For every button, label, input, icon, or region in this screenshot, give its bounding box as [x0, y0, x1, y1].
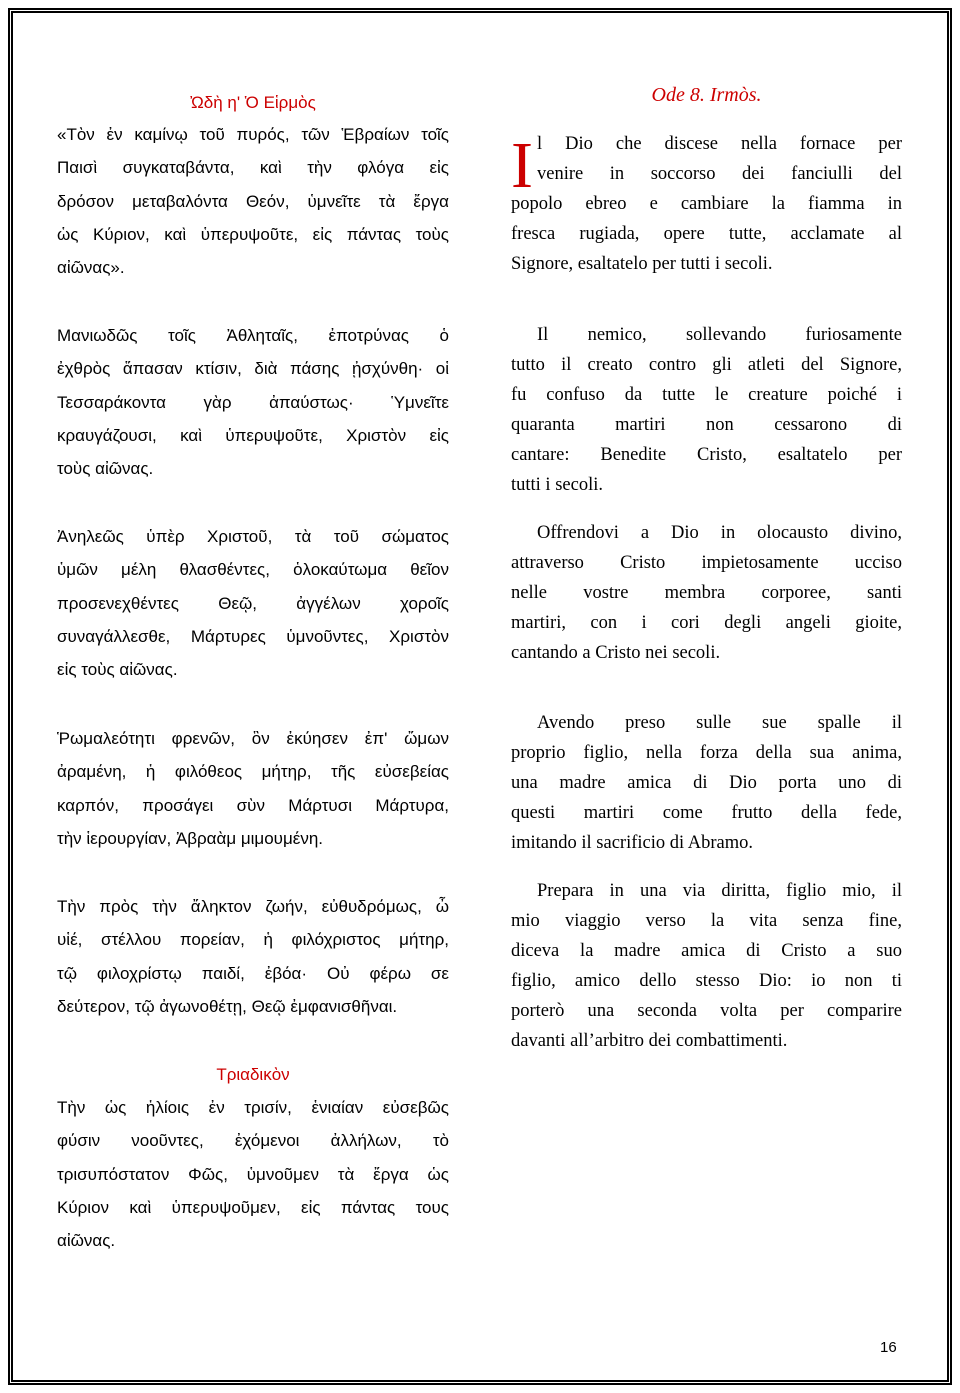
italian-troparion-line: diceva la madre amica di Cristo a suo [511, 941, 902, 961]
greek-troparion-line: Μανιωδῶς τοῖς Ἀθληταῖς, ἐποτρύνας ὁ [57, 326, 449, 345]
greek-irmos-line: Παισὶ συγκαταβάντα, καὶ τὴν φλόγα εἰς [57, 158, 449, 178]
italian-irmos-line: venire in soccorso dei fanciulli del [537, 164, 902, 184]
italian-irmos-line: Signore, esaltatelo per tutti i secoli. [511, 254, 773, 274]
greek-ode-heading: Ὠδὴ η' Ὁ Εἱρμὸς [190, 93, 316, 112]
italian-troparion-line: attraverso Cristo impietosamente ucciso [511, 553, 902, 573]
greek-troparion-line: υἱέ, στέλλου πορείαν, ἡ φιλόχριστος μήτηρ, [57, 930, 449, 950]
greek-troparion-line: κραυγάζουσι, καὶ ὑπερυψοῦτε, Χριστὸν εἰς [57, 425, 449, 445]
greek-triadikon-line: Κύριον καὶ ὑπερυψοῦμεν, εἰς πάντας τους [57, 1197, 449, 1217]
greek-irmos-line: αἰῶνας». [57, 258, 125, 278]
greek-troparion-line: τῷ φιλοχρίστῳ παιδί, ἐβόα· Οὐ φέρω σε [57, 963, 449, 983]
greek-triadikon-line: Τὴν ὡς ἡλίοις ἐν τρισίν, ἑνιαίαν εὐσεβῶς [57, 1098, 449, 1117]
greek-irmos-line: ὡς Κύριον, καὶ ὑπερυψοῦτε, εἰς πάντας τοὺς [57, 224, 449, 244]
greek-troparion-line: προσενεχθέντες Θεῷ, ἀγγέλων χοροῖς [57, 593, 449, 613]
italian-troparion-3 [511, 708, 902, 858]
greek-troparion-line: Τὴν πρὸς τὴν ἄληκτον ζωήν, εὐθυδρόμως, ὦ [57, 897, 449, 916]
italian-troparion-line: tutto il creato contro gli atleti del Signore, [511, 355, 902, 375]
page-number: 16 [880, 1339, 897, 1356]
greek-troparion-line: τοὺς αἰῶνας. [57, 459, 154, 479]
italian-troparion-line: davanti all’arbitro dei combattimenti. [511, 1031, 788, 1051]
italian-troparion-4 [511, 876, 902, 1056]
italian-irmos-line: popolo ebreo e cambiare la fiamma in [511, 194, 902, 214]
italian-troparion-line: Avendo preso sulle sue spalle il [537, 713, 902, 733]
italian-troparion-line: imitando il sacrificio di Abramo. [511, 833, 753, 853]
greek-irmos-line: δρόσον μεταβαλόντα Θεόν, ὑμνεῖτε τὰ ἔργα [57, 191, 449, 211]
greek-troparion-2 [57, 520, 449, 686]
drop-cap: I [511, 129, 533, 202]
greek-troparion-line: Ῥωμαλεότητι φρενῶν, ὃν ἐκύησεν ἐπ' ὤμων [57, 729, 449, 748]
italian-troparion-line: cantando a Cristo nei secoli. [511, 643, 721, 663]
italian-troparion-line: nelle vostre membra corporee, santi [511, 583, 902, 603]
greek-troparion-4 [57, 890, 449, 1023]
italian-troparion-line: Il nemico, sollevando furiosamente [537, 325, 902, 345]
greek-troparion-line: Ἀνηλεῶς ὑπὲρ Χριστοῦ, τὰ τοῦ σώματος [57, 527, 449, 546]
greek-triadikon-line: αἰῶνας. [57, 1231, 116, 1251]
greek-troparion-line: Τεσσαράκοντα γὰρ ἀπαύστως· Ὑμνεῖτε [57, 392, 449, 412]
italian-troparion-line: tutti i secoli. [511, 475, 603, 495]
greek-triadikon-line: φύσιν νοοῦντες, ἐχόμενοι ἀλλήλων, τὸ [57, 1131, 449, 1151]
italian-troparion-line: Offrendovi a Dio in olocausto divino, [537, 523, 902, 543]
greek-troparion-line: καρπόν, προσάγει σὺν Μάρτυσι Μάρτυρα, [57, 795, 449, 815]
italian-troparion-line: mio viaggio verso la vita senza fine, [511, 911, 902, 931]
italian-troparion-line: cantare: Benedite Cristo, esaltatelo per [511, 445, 902, 465]
greek-triadikon [57, 1091, 449, 1257]
italian-troparion-line: quaranta martiri non cessarono di [511, 415, 902, 435]
italian-troparion-line: fu confuso da tutte le creature poiché i [511, 385, 902, 405]
greek-irmos [57, 118, 449, 284]
greek-irmos-line: «Τὸν ἐν καμίνῳ τοῦ πυρός, τῶν Ἑβραίων τοῖς [57, 125, 449, 144]
italian-troparion-line: porterò una seconda volta per comparire [511, 1001, 902, 1021]
greek-troparion-1 [57, 319, 449, 485]
italian-troparion-line: Prepara in una via diritta, figlio mio, il [537, 881, 902, 901]
italian-troparion-line: proprio figlio, nella forza della sua anima, [511, 743, 902, 763]
greek-troparion-line: τὴν ἱερουργίαν, Ἀβραὰμ μιμουμένη. [57, 828, 324, 848]
greek-troparion-line: δεύτερον, τῷ ἀγωνοθέτῃ, Θεῷ ἐμφανισθῆναι. [57, 996, 398, 1016]
greek-triadikon-heading: Τριαδικὸν [216, 1065, 290, 1084]
italian-troparion-line: martiri, con i cori degli angeli gioite, [511, 613, 902, 633]
greek-troparion-line: συναγάλλεσθε, Μάρτυρες ὑμνοῦντες, Χριστὸν [57, 626, 449, 646]
italian-irmos [511, 129, 902, 279]
greek-troparion-3 [57, 722, 449, 855]
italian-ode-heading: Ode 8. Irmòs. [651, 84, 762, 106]
italian-troparion-1 [511, 320, 902, 500]
italian-irmos-line: l Dio che discese nella fornace per [537, 134, 902, 154]
greek-triadikon-line: τρισυπόστατον Φῶς, ὑμνοῦμεν τὰ ἔργα ὡς [57, 1164, 449, 1184]
italian-troparion-line: questi martiri come frutto della fede, [511, 803, 902, 823]
italian-irmos-line: fresca rugiada, opere tutte, acclamate al [511, 224, 902, 244]
greek-troparion-line: ἐχθρὸς ἅπασαν κτίσιν, διὰ πάσης ᾐσχύνθη· οἱ [57, 359, 449, 379]
greek-troparion-line: εἰς τοὺς αἰῶνας. [57, 660, 178, 680]
greek-troparion-line: ὑμῶν μέλη θλασθέντες, ὁλοκαύτωμα θεῖον [57, 560, 449, 580]
italian-troparion-line: una madre amica di Dio porta uno di [511, 773, 902, 793]
italian-troparion-line: figlio, amico dello stesso Dio: io non ti [511, 971, 902, 991]
greek-troparion-line: ἀραμένη, ἡ φιλόθεος μήτηρ, τῆς εὐσεβείας [57, 762, 449, 782]
italian-troparion-2 [511, 518, 902, 668]
